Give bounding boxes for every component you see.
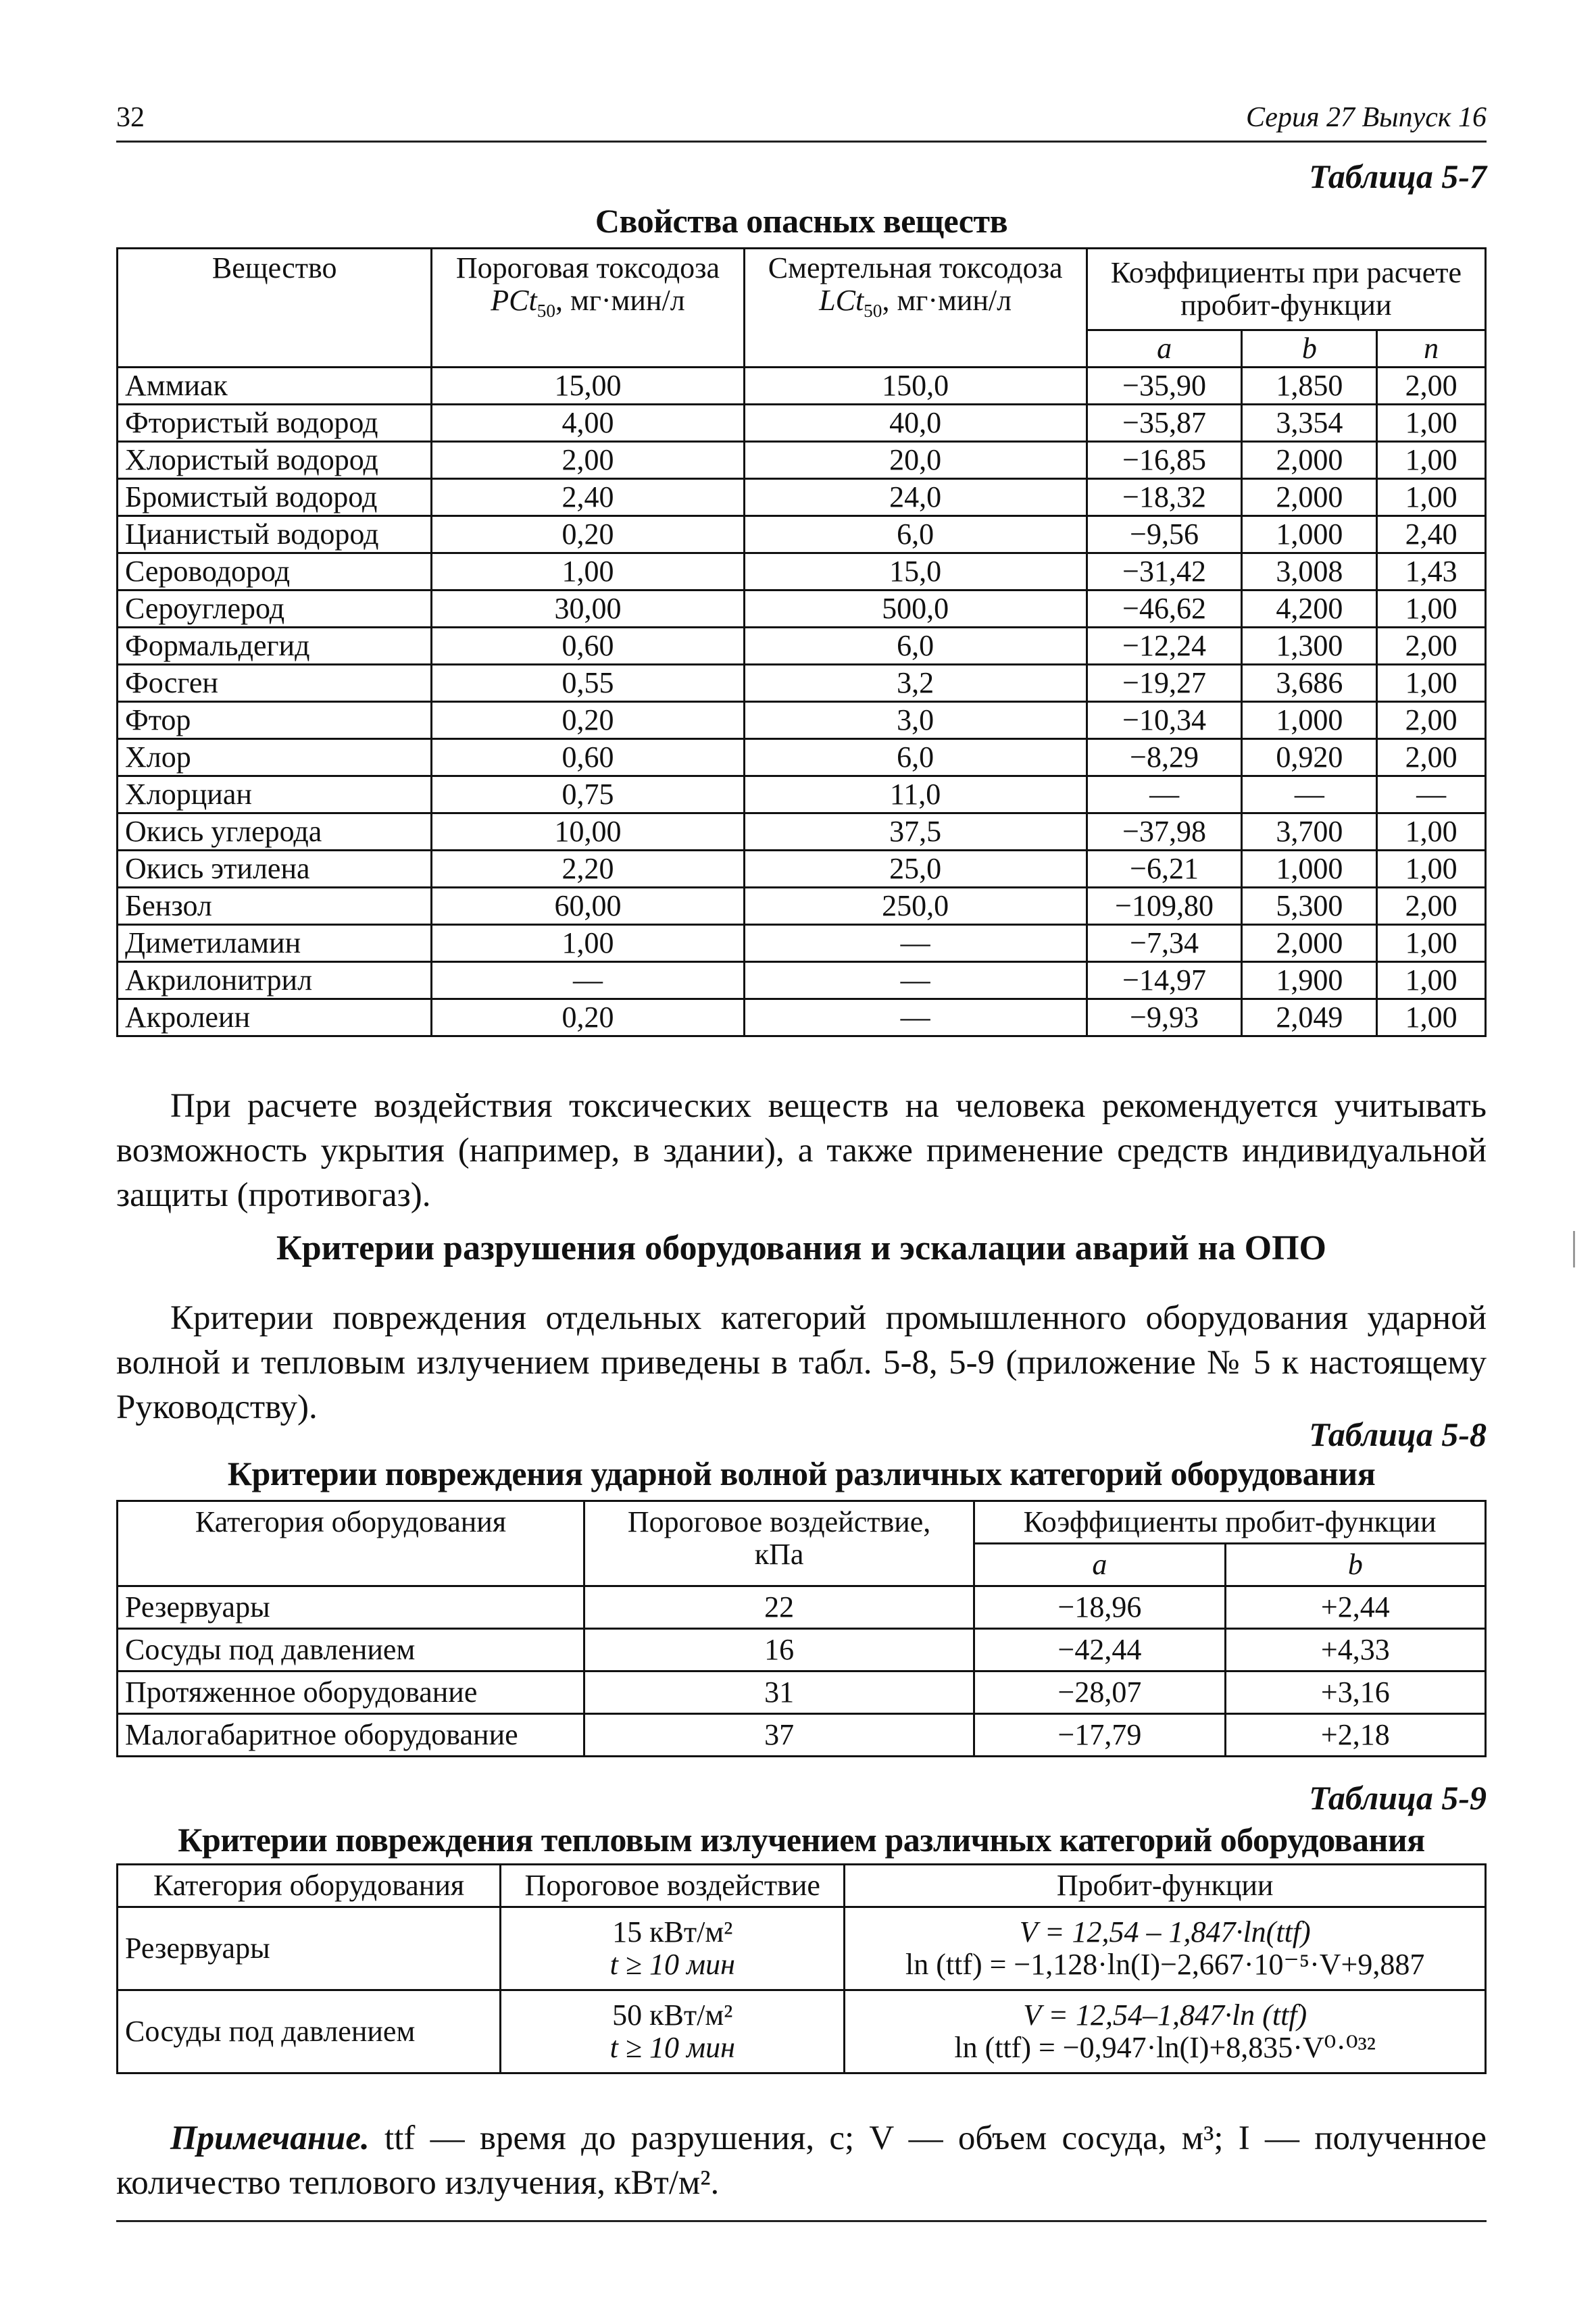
lethal-dose: 25,0 (744, 851, 1087, 888)
threshold-dose: 2,20 (432, 851, 744, 888)
substance-name: Сероуглерод (118, 590, 432, 628)
substance-name: Хлористый водород (118, 442, 432, 479)
table-5-8-body (118, 1586, 1486, 1757)
coef-b: +2,44 (1225, 1586, 1485, 1629)
coef-b: 3,354 (1242, 405, 1377, 442)
table-row (118, 776, 1486, 813)
col-b: b (1225, 1544, 1485, 1586)
threshold-time: t ≥ 10 мин (609, 2031, 735, 2064)
threshold-dose: 0,55 (432, 665, 744, 702)
coef-a: −7,34 (1087, 925, 1242, 962)
coef-a: −8,29 (1087, 739, 1242, 776)
coef-b: 3,700 (1242, 813, 1377, 851)
substance-name: Хлор (118, 739, 432, 776)
coef-b: 1,000 (1242, 702, 1377, 739)
substance-name: Цианистый водород (118, 516, 432, 553)
col-lethal-unit: LCt$_{50}$, мг·мин/л (819, 283, 1012, 321)
col-probit: Пробит-функции (845, 1865, 1486, 1907)
table-row (118, 851, 1486, 888)
threshold-dose: 10,00 (432, 813, 744, 851)
coef-a: −16,85 (1087, 442, 1242, 479)
table-row (118, 442, 1486, 479)
coef-a: −10,34 (1087, 702, 1242, 739)
equipment-category: Резервуары (118, 1586, 584, 1629)
coef-a: −35,87 (1087, 405, 1242, 442)
col-threshold (432, 249, 744, 368)
equipment-category: Малогабаритное оборудование (118, 1714, 584, 1757)
col-threshold-unit: PCt$_{50}$, мг·мин/л (491, 283, 685, 321)
table-row (118, 665, 1486, 702)
table-row (118, 479, 1486, 516)
threshold-dose: 2,40 (432, 479, 744, 516)
table-5-8-caption: Таблица 5-8 (1309, 1415, 1487, 1453)
coef-n: 1,00 (1377, 479, 1486, 516)
coef-n: 2,00 (1377, 368, 1486, 405)
coef-n: 1,00 (1377, 590, 1486, 628)
lethal-dose: 40,0 (744, 405, 1087, 442)
threshold-value: 22 (584, 1586, 974, 1629)
probit-formula-2: ln (ttf) = −0,947·ln(I)+8,835·V⁰·⁰³² (954, 2031, 1376, 2064)
col-a: a (974, 1544, 1225, 1586)
coef-n: 1,00 (1377, 999, 1486, 1036)
coef-n: 2,00 (1377, 888, 1486, 925)
lethal-dose: 3,0 (744, 702, 1087, 739)
coef-n: 2,40 (1377, 516, 1486, 553)
substance-name: Бензол (118, 888, 432, 925)
coef-b: +4,33 (1225, 1629, 1485, 1671)
lethal-dose: 6,0 (744, 739, 1087, 776)
coef-n: 1,00 (1377, 405, 1486, 442)
coef-b: 2,049 (1242, 999, 1377, 1036)
table-5-7-caption: Таблица 5-7 (1309, 157, 1487, 195)
table-5-8-title: Критерии повреждения ударной волной различных категорий оборудования (227, 1455, 1376, 1492)
paragraph-criteria: Критерии повреждения отдельных категорий промышленного оборудования ударной волной и тепловым излучением приведены в табл. 5-8, 5-9 (приложение № 5 к настоящему Руководству). (116, 1299, 1487, 1426)
threshold-flux: 50 кВт/м² (612, 1998, 733, 2032)
table-5-7-title: Свойства опасных веществ (595, 202, 1008, 240)
threshold-value: 16 (584, 1629, 974, 1671)
threshold-dose: 60,00 (432, 888, 744, 925)
coef-b: 1,850 (1242, 368, 1377, 405)
threshold-cell (501, 1907, 845, 1990)
coef-a: −18,96 (974, 1586, 1225, 1629)
threshold-dose: 1,00 (432, 925, 744, 962)
substance-name: Акролеин (118, 999, 432, 1036)
note-text: ttf — время до разрушения, с; V — объем сосуда, м³; I — полученное количество теплового излучения, кВт/м². (116, 2119, 1487, 2202)
table-row (118, 368, 1486, 405)
col-a: a (1087, 330, 1242, 368)
table-5-9-title: Критерии повреждения тепловым излучением различных категорий оборудования (178, 1821, 1425, 1859)
coef-a: −42,44 (974, 1629, 1225, 1671)
substance-name: Бромистый водород (118, 479, 432, 516)
coef-a: −18,32 (1087, 479, 1242, 516)
table-row (118, 1714, 1486, 1757)
threshold-dose: 2,00 (432, 442, 744, 479)
note (116, 2116, 1487, 2205)
equipment-category: Резервуары (118, 1907, 501, 1990)
equipment-category: Протяженное оборудование (118, 1671, 584, 1714)
threshold-dose: 30,00 (432, 590, 744, 628)
table-row (118, 962, 1486, 999)
lethal-dose: 37,5 (744, 813, 1087, 851)
probit-cell (845, 1990, 1486, 2073)
coef-n: — (1377, 776, 1486, 813)
substance-name: Фтористый водород (118, 405, 432, 442)
threshold-dose: 0,20 (432, 516, 744, 553)
threshold-dose: 0,20 (432, 702, 744, 739)
substance-name: Фосген (118, 665, 432, 702)
table-row (118, 888, 1486, 925)
coef-a: −6,21 (1087, 851, 1242, 888)
coef-b: 1,900 (1242, 962, 1377, 999)
coef-a: −9,56 (1087, 516, 1242, 553)
coef-n: 1,00 (1377, 851, 1486, 888)
probit-formula-1: V = 12,54–1,847·ln (ttf) (1023, 1998, 1307, 2032)
coef-n: 1,00 (1377, 813, 1486, 851)
lethal-dose: 500,0 (744, 590, 1087, 628)
threshold-dose: 0,20 (432, 999, 744, 1036)
table-row (118, 405, 1486, 442)
threshold-cell (501, 1990, 845, 2073)
coef-n: 1,00 (1377, 442, 1486, 479)
coef-b: +3,16 (1225, 1671, 1485, 1714)
lethal-dose: 11,0 (744, 776, 1087, 813)
col-substance: Вещество (118, 249, 432, 368)
lethal-dose: 20,0 (744, 442, 1087, 479)
substance-name: Хлорциан (118, 776, 432, 813)
coef-b: — (1242, 776, 1377, 813)
col-lethal-label: Смертельная токсодоза (768, 251, 1063, 284)
table-5-7-body (118, 368, 1486, 1036)
coef-a: −37,98 (1087, 813, 1242, 851)
col-coefficients: Коэффициенты пробит-функции (974, 1501, 1486, 1544)
lethal-dose: — (744, 925, 1087, 962)
substance-name: Сероводород (118, 553, 432, 590)
table-5-9-caption: Таблица 5-9 (1309, 1779, 1487, 1817)
threshold-time: t ≥ 10 мин (609, 1948, 735, 1981)
col-threshold: Пороговое воздействие, кПа (584, 1501, 974, 1586)
probit-formula-1: V = 12,54 – 1,847·ln(ttf) (1019, 1915, 1311, 1949)
margin-mark (1573, 1231, 1575, 1267)
substance-name: Диметиламин (118, 925, 432, 962)
note-label: Примечание. (170, 2119, 370, 2157)
substance-name: Формальдегид (118, 628, 432, 665)
col-lethal (744, 249, 1087, 368)
table-row (118, 925, 1486, 962)
coef-b: +2,18 (1225, 1714, 1485, 1757)
col-category: Категория оборудования (118, 1865, 501, 1907)
coef-a: −14,97 (1087, 962, 1242, 999)
probit-formula-2: ln (ttf) = −1,128·ln(I)−2,667·10⁻⁵·V+9,887 (905, 1948, 1425, 1981)
table-row (118, 590, 1486, 628)
table-row (118, 1671, 1486, 1714)
coef-n: 2,00 (1377, 702, 1486, 739)
coef-n: 1,00 (1377, 925, 1486, 962)
table-row (118, 1990, 1486, 2073)
lethal-dose: 15,0 (744, 553, 1087, 590)
coef-a: −9,93 (1087, 999, 1242, 1036)
page-header (116, 101, 1487, 143)
coef-a: −28,07 (974, 1671, 1225, 1714)
probit-cell (845, 1907, 1486, 1990)
equipment-category: Сосуды под давлением (118, 1990, 501, 2073)
coef-b: 3,686 (1242, 665, 1377, 702)
footer-rule (116, 2220, 1487, 2222)
coef-b: 2,000 (1242, 925, 1377, 962)
coef-b: 2,000 (1242, 442, 1377, 479)
table-5-9 (116, 1863, 1487, 2074)
coef-a: −31,42 (1087, 553, 1242, 590)
lethal-dose: 250,0 (744, 888, 1087, 925)
substance-name: Фтор (118, 702, 432, 739)
col-b: b (1242, 330, 1377, 368)
threshold-dose: 0,60 (432, 628, 744, 665)
col-category: Категория оборудования (118, 1501, 584, 1586)
substance-name: Аммиак (118, 368, 432, 405)
coef-a: −17,79 (974, 1714, 1225, 1757)
col-threshold-label: Пороговая токсодоза (455, 251, 720, 284)
table-row (118, 702, 1486, 739)
table-row (118, 628, 1486, 665)
coef-n: 1,43 (1377, 553, 1486, 590)
lethal-dose: 6,0 (744, 628, 1087, 665)
coef-b: 5,300 (1242, 888, 1377, 925)
coef-b: 2,000 (1242, 479, 1377, 516)
substance-name: Окись углерода (118, 813, 432, 851)
lethal-dose: 3,2 (744, 665, 1087, 702)
table-5-9-body (118, 1907, 1486, 2073)
coef-n: 2,00 (1377, 739, 1486, 776)
threshold-flux: 15 кВт/м² (612, 1915, 733, 1949)
table-row (118, 1629, 1486, 1671)
threshold-dose: — (432, 962, 744, 999)
col-n: n (1377, 330, 1486, 368)
coef-a: — (1087, 776, 1242, 813)
lethal-dose: 6,0 (744, 516, 1087, 553)
coef-b: 4,200 (1242, 590, 1377, 628)
coef-n: 1,00 (1377, 962, 1486, 999)
coef-n: 1,00 (1377, 665, 1486, 702)
table-row (118, 999, 1486, 1036)
coef-b: 1,000 (1242, 516, 1377, 553)
coef-b: 1,000 (1242, 851, 1377, 888)
col-coefficients: Коэффициенты при расчете пробит-функции (1087, 249, 1485, 330)
table-row (118, 516, 1486, 553)
substance-name: Окись этилена (118, 851, 432, 888)
col-threshold: Пороговое воздействие (501, 1865, 845, 1907)
table-row (118, 813, 1486, 851)
table-row (118, 739, 1486, 776)
coef-b: 3,008 (1242, 553, 1377, 590)
table-row (118, 1907, 1486, 1990)
table-row (118, 1586, 1486, 1629)
threshold-value: 31 (584, 1671, 974, 1714)
coef-a: −12,24 (1087, 628, 1242, 665)
equipment-category: Сосуды под давлением (118, 1629, 584, 1671)
threshold-value: 37 (584, 1714, 974, 1757)
coef-a: −35,90 (1087, 368, 1242, 405)
page-number: 32 (116, 102, 145, 133)
table-row (118, 553, 1486, 590)
lethal-dose: 150,0 (744, 368, 1087, 405)
table-5-8 (116, 1500, 1487, 1757)
lethal-dose: 24,0 (744, 479, 1087, 516)
coef-a: −19,27 (1087, 665, 1242, 702)
coef-n: 2,00 (1377, 628, 1486, 665)
substance-name: Акрилонитрил (118, 962, 432, 999)
series-label: Серия 27 Выпуск 16 (1246, 102, 1487, 133)
coef-a: −46,62 (1087, 590, 1242, 628)
coef-a: −109,80 (1087, 888, 1242, 925)
threshold-dose: 0,60 (432, 739, 744, 776)
table-5-7 (116, 247, 1487, 1037)
coef-b: 0,920 (1242, 739, 1377, 776)
section-title: Критерии разрушения оборудования и эскалации аварий на ОПО (276, 1229, 1326, 1267)
threshold-dose: 4,00 (432, 405, 744, 442)
paragraph-protection: При расчете воздействия токсических веществ на человека рекомендуется учитывать возможность укрытия (например, в здании), а также применение средств индивидуальной защиты (противогаз). (116, 1087, 1487, 1214)
coef-b: 1,300 (1242, 628, 1377, 665)
lethal-dose: — (744, 999, 1087, 1036)
lethal-dose: — (744, 962, 1087, 999)
threshold-dose: 1,00 (432, 553, 744, 590)
threshold-dose: 15,00 (432, 368, 744, 405)
threshold-dose: 0,75 (432, 776, 744, 813)
